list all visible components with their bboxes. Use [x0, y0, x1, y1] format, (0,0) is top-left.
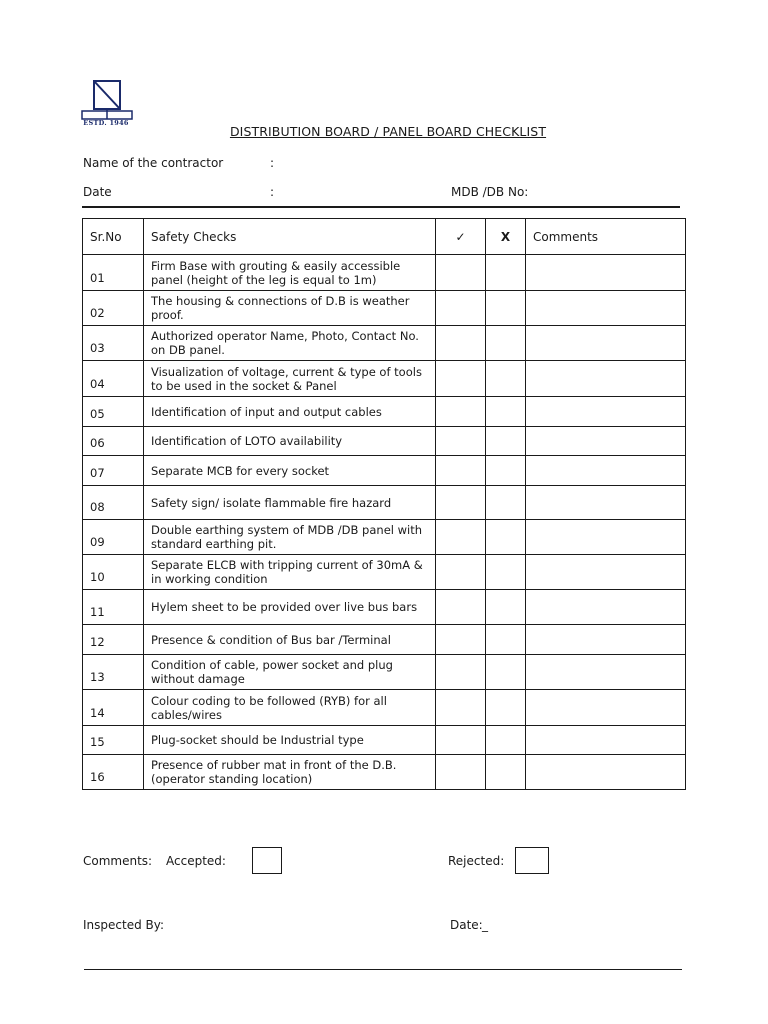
yes-check-cell[interactable] [436, 520, 486, 555]
page-title: DISTRIBUTION BOARD / PANEL BOARD CHECKLIST [229, 124, 547, 139]
sr-no-cell: 12 [83, 625, 144, 655]
date-colon: : [270, 185, 275, 199]
yes-check-cell[interactable] [436, 397, 486, 427]
comments-cell[interactable] [526, 397, 686, 427]
comments-cell[interactable] [526, 726, 686, 755]
footer-date-label: Date: [450, 918, 483, 932]
yes-check-cell[interactable] [436, 690, 486, 726]
sr-no-cell: 15 [83, 726, 144, 755]
table-row [83, 520, 686, 555]
footer-divider [84, 969, 682, 970]
comments-cell[interactable] [526, 755, 686, 790]
comments-label: Comments: [83, 854, 153, 868]
yes-check-cell[interactable] [436, 361, 486, 397]
table-row [83, 655, 686, 690]
no-check-cell[interactable] [486, 456, 526, 486]
sr-no-cell: 01 [83, 255, 144, 291]
cross-icon: X [486, 219, 526, 255]
header-divider [82, 206, 680, 208]
table-row [83, 755, 686, 790]
yes-check-cell[interactable] [436, 555, 486, 590]
sr-no-cell: 06 [83, 427, 144, 456]
comments-cell[interactable] [526, 427, 686, 456]
no-check-cell[interactable] [486, 486, 526, 520]
sr-no-cell: 03 [83, 326, 144, 361]
table-row [83, 427, 686, 456]
safety-check-cell: Visualization of voltage, current & type of tools to be used in the socket & Panel [144, 361, 436, 397]
table-row [83, 590, 686, 625]
comments-cell[interactable] [526, 486, 686, 520]
safety-checks-header: Safety Checks [144, 219, 436, 255]
sr-no-cell: 02 [83, 291, 144, 326]
safety-check-cell: Presence of rubber mat in front of the D.B. (operator standing location) [144, 755, 436, 790]
yes-check-cell[interactable] [436, 326, 486, 361]
footer-date-value: _ [482, 918, 488, 932]
sr-no-cell: 09 [83, 520, 144, 555]
sr-no-cell: 05 [83, 397, 144, 427]
sr-no-cell: 08 [83, 486, 144, 520]
contractor-label: Name of the contractor [83, 156, 224, 170]
inspected-by-label: Inspected By: [83, 918, 165, 932]
no-check-cell[interactable] [486, 690, 526, 726]
sr-no-cell: 04 [83, 361, 144, 397]
logo-estd-text: ESTD. 1946 [83, 119, 129, 127]
table-row [83, 291, 686, 326]
no-check-cell[interactable] [486, 397, 526, 427]
date-label: Date [83, 185, 112, 199]
comments-cell[interactable] [526, 456, 686, 486]
yes-check-cell[interactable] [436, 291, 486, 326]
rejected-checkbox[interactable] [515, 847, 549, 874]
no-check-cell[interactable] [486, 427, 526, 456]
no-check-cell[interactable] [486, 726, 526, 755]
table-row [83, 625, 686, 655]
no-check-cell[interactable] [486, 625, 526, 655]
safety-check-cell: Separate MCB for every socket [144, 456, 436, 486]
table-row [83, 326, 686, 361]
no-check-cell[interactable] [486, 655, 526, 690]
sr-no-cell: 13 [83, 655, 144, 690]
mdb-db-label: MDB /DB No: [451, 185, 529, 199]
comments-header: Comments [526, 219, 686, 255]
yes-check-cell[interactable] [436, 625, 486, 655]
table-row [83, 690, 686, 726]
comments-cell[interactable] [526, 590, 686, 625]
safety-check-cell: Firm Base with grouting & easily accessible panel (height of the leg is equal to 1m) [144, 255, 436, 291]
no-check-cell[interactable] [486, 520, 526, 555]
yes-check-cell[interactable] [436, 755, 486, 790]
safety-check-cell: The housing & connections of D.B is weather proof. [144, 291, 436, 326]
safety-check-cell: Presence & condition of Bus bar /Terminal [144, 625, 436, 655]
comments-cell[interactable] [526, 555, 686, 590]
safety-check-cell: Condition of cable, power socket and plug without damage [144, 655, 436, 690]
sr-no-cell: 16 [83, 755, 144, 790]
safety-check-cell: Authorized operator Name, Photo, Contact No. on DB panel. [144, 326, 436, 361]
table-row [83, 456, 686, 486]
no-check-cell[interactable] [486, 326, 526, 361]
yes-check-cell[interactable] [436, 486, 486, 520]
yes-check-cell[interactable] [436, 456, 486, 486]
safety-check-cell: Colour coding to be followed (RYB) for all cables/wires [144, 690, 436, 726]
sr-no-header: Sr.No [83, 219, 144, 255]
no-check-cell[interactable] [486, 590, 526, 625]
table-row [83, 361, 686, 397]
table-row [83, 555, 686, 590]
yes-check-cell[interactable] [436, 590, 486, 625]
comments-cell[interactable] [526, 625, 686, 655]
table-row [83, 397, 686, 427]
safety-check-cell: Double earthing system of MDB /DB panel with standard earthing pit. [144, 520, 436, 555]
yes-check-cell[interactable] [436, 726, 486, 755]
contractor-colon: : [270, 156, 275, 170]
no-check-cell[interactable] [486, 755, 526, 790]
sr-no-cell: 11 [83, 590, 144, 625]
checkmark-icon: ✓ [436, 219, 486, 255]
safety-check-cell: Hylem sheet to be provided over live bus bars [144, 590, 436, 625]
no-check-cell[interactable] [486, 291, 526, 326]
no-check-cell[interactable] [486, 555, 526, 590]
comments-cell[interactable] [526, 361, 686, 397]
sr-no-cell: 14 [83, 690, 144, 726]
no-check-cell[interactable] [486, 361, 526, 397]
table-row [83, 486, 686, 520]
rejected-label: Rejected: [448, 854, 505, 868]
sr-no-cell: 07 [83, 456, 144, 486]
safety-check-cell: Plug-socket should be Industrial type [144, 726, 436, 755]
comments-cell[interactable] [526, 326, 686, 361]
table-row [83, 726, 686, 755]
table-header-row [83, 219, 686, 255]
sr-no-cell: 10 [83, 555, 144, 590]
comments-cell[interactable] [526, 255, 686, 291]
safety-check-cell: Safety sign/ isolate flammable fire hazard [144, 486, 436, 520]
yes-check-cell[interactable] [436, 427, 486, 456]
safety-check-cell: Identification of input and output cables [144, 397, 436, 427]
safety-check-cell: Separate ELCB with tripping current of 30mA & in working condition [144, 555, 436, 590]
comments-cell[interactable] [526, 690, 686, 726]
safety-checklist-table [82, 218, 686, 790]
comments-cell[interactable] [526, 520, 686, 555]
table-row [83, 255, 686, 291]
safety-check-cell: Identification of LOTO availability [144, 427, 436, 456]
comments-cell[interactable] [526, 291, 686, 326]
accepted-label: Accepted: [166, 854, 226, 868]
yes-check-cell[interactable] [436, 655, 486, 690]
yes-check-cell[interactable] [436, 255, 486, 291]
comments-cell[interactable] [526, 655, 686, 690]
no-check-cell[interactable] [486, 255, 526, 291]
accepted-checkbox[interactable] [252, 847, 282, 874]
